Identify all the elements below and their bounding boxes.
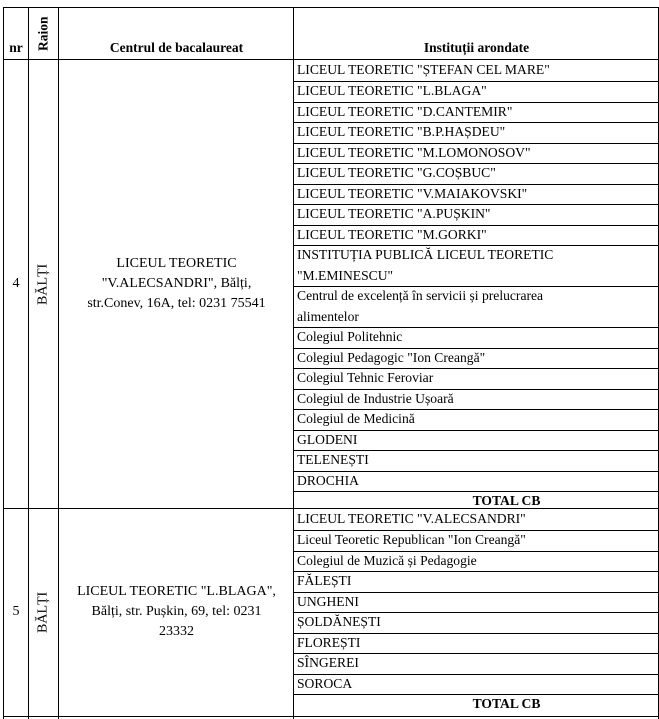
institution-item: Colegiul Tehnic Feroviar: [297, 370, 434, 385]
institution-item: LICEUL TEORETIC "V.MAIAKOVSKI": [297, 185, 528, 201]
table-border: [294, 81, 659, 82]
table-border: [294, 225, 659, 226]
institution-item: LICEUL TEORETIC "M.LOMONOSOV": [297, 144, 531, 160]
institution-item: LICEUL TEORETIC "G.COȘBUC": [297, 165, 496, 180]
institution-item: Colegiul Pedagogic "Ion Creangă": [297, 349, 486, 365]
table-border: [3, 59, 659, 60]
institution-item: Colegiul Politehnic: [297, 329, 403, 344]
institution-item: LICEUL TEORETIC "D.CANTEMIR": [297, 103, 513, 119]
group-raion: BĂLȚI: [35, 591, 51, 633]
institution-item: LICEUL TEORETIC "L.BLAGA": [297, 83, 487, 98]
table-border: [294, 430, 659, 431]
table-border: [294, 450, 659, 451]
table-border: [294, 348, 659, 349]
group-nr: 4: [12, 276, 20, 291]
header-centru: Centrul de bacalaureat: [109, 40, 244, 55]
institution-item: Centrul de excelență în servicii și prelucrarea alimentelor: [297, 288, 544, 324]
institution-item: LICEUL TEORETIC "V.ALECSANDRI": [297, 511, 526, 526]
institution-item: DROCHIA: [297, 472, 359, 488]
institution-item: Colegiul de Medicină: [297, 411, 415, 426]
institution-item: INSTITUȚIA PUBLICĂ LICEUL TEORETIC "M.EMINESCU": [297, 247, 554, 283]
center-line: "V.ALECSANDRI", Bălți,: [101, 276, 252, 291]
table-border: [294, 530, 659, 531]
table-border: [294, 143, 659, 144]
table-border: [294, 592, 659, 593]
institution-item: Colegiul de Industrie Ușoară: [297, 390, 454, 406]
table-border: [3, 7, 659, 8]
table-border: [293, 7, 294, 719]
institution-item: TELENEȘTI: [297, 452, 369, 467]
table-border: [294, 471, 659, 472]
table-border: [294, 327, 659, 328]
total-label: TOTAL CB: [472, 493, 541, 508]
table-border: [294, 368, 659, 369]
table-border: [294, 633, 659, 634]
table-border: [3, 508, 659, 509]
table-border: [294, 653, 659, 654]
table-border: [294, 612, 659, 613]
table-border: [294, 204, 659, 205]
table-border: [294, 286, 659, 287]
table-border: [294, 245, 659, 246]
table-border: [294, 122, 659, 123]
institution-item: LICEUL TEORETIC "M.GORKI": [297, 226, 487, 242]
table-border: [294, 571, 659, 572]
table-border: [294, 102, 659, 103]
center-line: Bălți, str. Pușkin, 69, tel: 0231: [91, 604, 262, 619]
institution-item: Liceul Teoretic Republican "Ion Creangă": [297, 532, 526, 547]
institution-item: FLOREȘTI: [297, 634, 361, 650]
institution-item: UNGHENI: [297, 593, 359, 609]
table-border: [3, 7, 4, 719]
institution-item: LICEUL TEORETIC "A.PUȘKIN": [297, 206, 491, 221]
center-line: LICEUL TEORETIC "L.BLAGA",: [77, 584, 276, 599]
table-border: [294, 163, 659, 164]
institution-item: LICEUL TEORETIC "ȘTEFAN CEL MARE": [297, 62, 550, 77]
table-border: [294, 184, 659, 185]
table-border: [28, 7, 29, 719]
institution-item: FĂLEȘTI: [297, 573, 352, 588]
header-raion: Raion: [35, 16, 51, 52]
institution-item: ȘOLDĂNEȘTI: [297, 614, 381, 629]
header-institutii: Instituții arondate: [423, 40, 530, 55]
center-line: 23332: [159, 624, 194, 639]
group-nr: 5: [12, 604, 20, 619]
institution-item: SOROCA: [297, 675, 353, 691]
header-nr: nr: [9, 40, 23, 55]
institution-item: SÎNGEREI: [297, 655, 359, 670]
baccalaureate-center: [59, 60, 294, 508]
table-border: [294, 551, 659, 552]
baccalaureate-center: [59, 509, 294, 715]
table-border: [294, 409, 659, 410]
center-line: LICEUL TEORETIC: [116, 256, 237, 271]
table-border: [294, 389, 659, 390]
table-border: [294, 674, 659, 675]
institution-item: GLODENI: [297, 431, 358, 447]
total-label: TOTAL CB: [472, 696, 541, 711]
center-line: str.Conev, 16A, tel: 0231 75541: [87, 296, 266, 311]
group-raion: BĂLȚI: [35, 263, 51, 305]
institution-item: LICEUL TEORETIC "B.P.HAȘDEU": [297, 124, 506, 139]
table-border: [58, 7, 59, 719]
table-border: [3, 716, 659, 717]
institution-item: Colegiul de Muzică și Pedagogie: [297, 552, 477, 568]
